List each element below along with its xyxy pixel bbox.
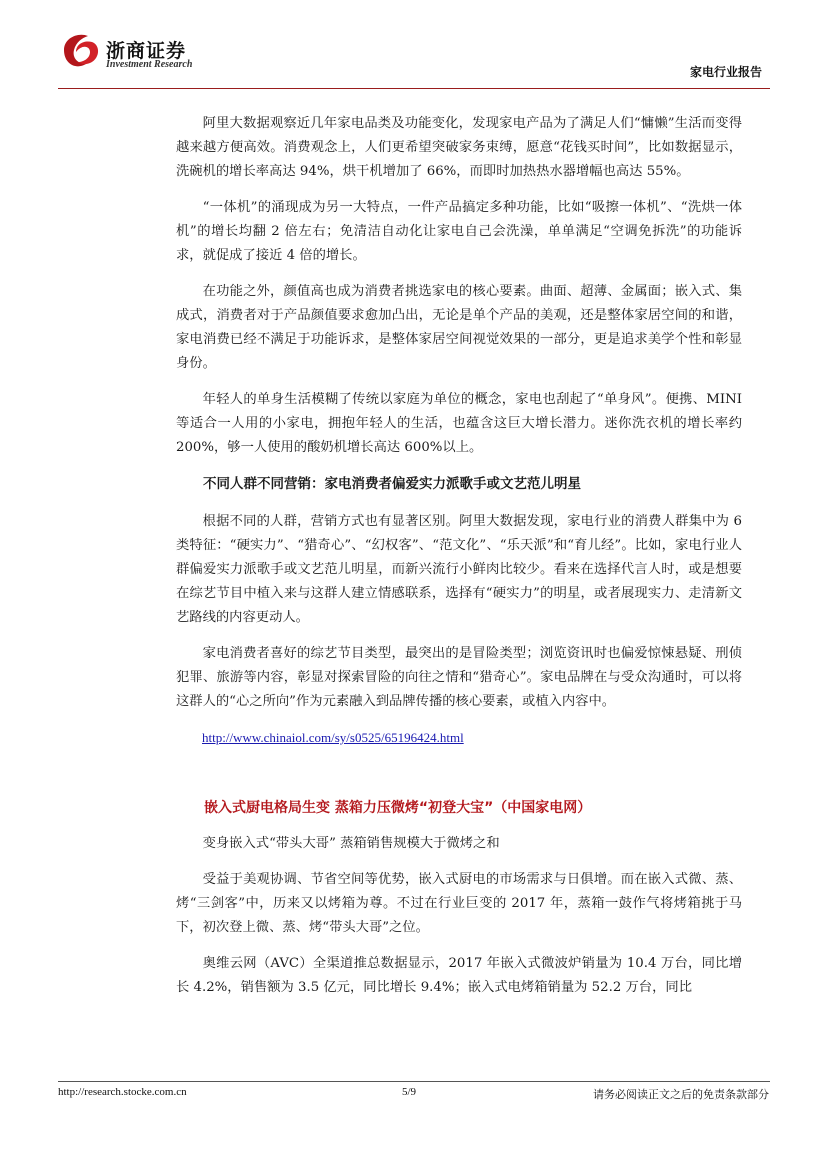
page-header <box>58 32 770 89</box>
paragraph-all-in-one: “一体机”的涌现成为另一大特点，一件产品搞定多种功能，比如“吸擦一体机”、“洗烘一体机”的增长均翻 2 倍左右；免清洁自动化让家电自己会洗澡，单单满足“空调免拆洗”的功能诉求，就促成了接近 4 倍的增长。 <box>176 200 742 263</box>
page-number: 5/9 <box>402 1086 417 1098</box>
paragraph-avc-data: 奥维云网（AVC）全渠道推总数据显示，2017 年嵌入式微波炉销量为 10.4 万台，同比增长 4.2%，销售额为 3.5 亿元，同比增长 9.4%；嵌入式电烤箱销量为 52.2 万台，同比 <box>176 956 742 995</box>
paragraph-consumer-groups: 根据不同的人群，营销方式也有显著区别。阿里大数据发现，家电行业的消费人群集中为 6 类特征：“硬实力”、“猎奇心”、“幻权客”、“范文化”、“乐天派”和“育儿经”。比如，家电行业人群偏爱实力派歌手或文艺范儿明星，而新兴流行小鲜肉比较少。看来在选择代言人时，或是想要在综艺节目中植入来与这群人建立情感联系，选择有“硬实力”的明星，或者展现实力、走清新文艺路线的内容更动人。 <box>176 514 742 625</box>
subheading-marketing: 不同人群不同营销：家电消费者偏爱实力派歌手或文艺范儿明星 <box>203 476 581 492</box>
paragraph-lazy-lifestyle: 阿里大数据观察近几年家电品类及功能变化，发现家电产品为了满足人们“慵懒”生活而变得越来越方便高效。消费观念上，人们更希望突破家务束缚，愿意“花钱买时间”，比如数据显示，洗碗机的增长率高达 94%，烘干机增加了 66%，而即时加热热水器增幅也高达 55%。 <box>176 116 742 179</box>
footer-disclaimer: 请务必阅读正文之后的免责条款部分 <box>593 1088 769 1101</box>
source-link[interactable]: http://www.chinaiol.com/sy/s0525/65196424.html <box>202 730 464 745</box>
main-content <box>176 112 742 1012</box>
paragraph-single-living: 年轻人的单身生活模糊了传统以家庭为单位的概念，家电也刮起了“单身风”。便携、MINI 等适合一人用的小家电，拥抱年轻人的生活，也蕴含这巨大增长潜力。迷你洗衣机的增长率约 200%，够一人使用的酸奶机增长高达 600%以上。 <box>176 392 742 455</box>
brand-name: 浙商证券 <box>106 40 187 62</box>
report-type-label: 家电行业报告 <box>689 65 762 79</box>
section-title-embedded-kitchen: 嵌入式厨电格局生变 蒸箱力压微烤“初登大宝”（中国家电网） <box>204 800 592 816</box>
footer-website[interactable]: http://research.stocke.com.cn <box>58 1086 187 1098</box>
paragraph-embedded-demand: 受益于美观协调、节省空间等优势，嵌入式厨电的市场需求与日俱增。而在嵌入式微、蒸、烤“三剑客”中，历来又以烤箱为尊。不过在行业巨变的 2017 年，蒸箱一鼓作气将烤箱挑于马下，初次登上微、蒸、烤“带头大哥”之位。 <box>176 872 742 935</box>
footer-divider <box>58 1081 770 1082</box>
brand-english-name: Investment Research <box>106 59 193 70</box>
subheading-steam-oven: 变身嵌入式“带头大哥” 蒸箱销售规模大于微烤之和 <box>202 836 500 851</box>
paragraph-appearance: 在功能之外，颜值高也成为消费者挑选家电的核心要素。曲面、超薄、金属面；嵌入式、集成式，消费者对于产品颜值要求愈加凸出，无论是单个产品的美观，还是整体家居空间的和谐，家电消费已经不满足于功能诉求，是整体家居空间视觉效果的一部分，更是追求美学个性和彰显身份。 <box>176 284 742 371</box>
zheshang-logo-icon <box>58 32 102 72</box>
paragraph-variety-shows: 家电消费者喜好的综艺节目类型，最突出的是冒险类型；浏览资讯时也偏爱惊悚悬疑、刑侦犯罪、旅游等内容，彰显对探索冒险的向往之情和“猎奇心”。家电品牌在与受众沟通时，可以将这群人的“心之所向”作为元素融入到品牌传播的核心要素，或植入内容中。 <box>176 646 742 709</box>
